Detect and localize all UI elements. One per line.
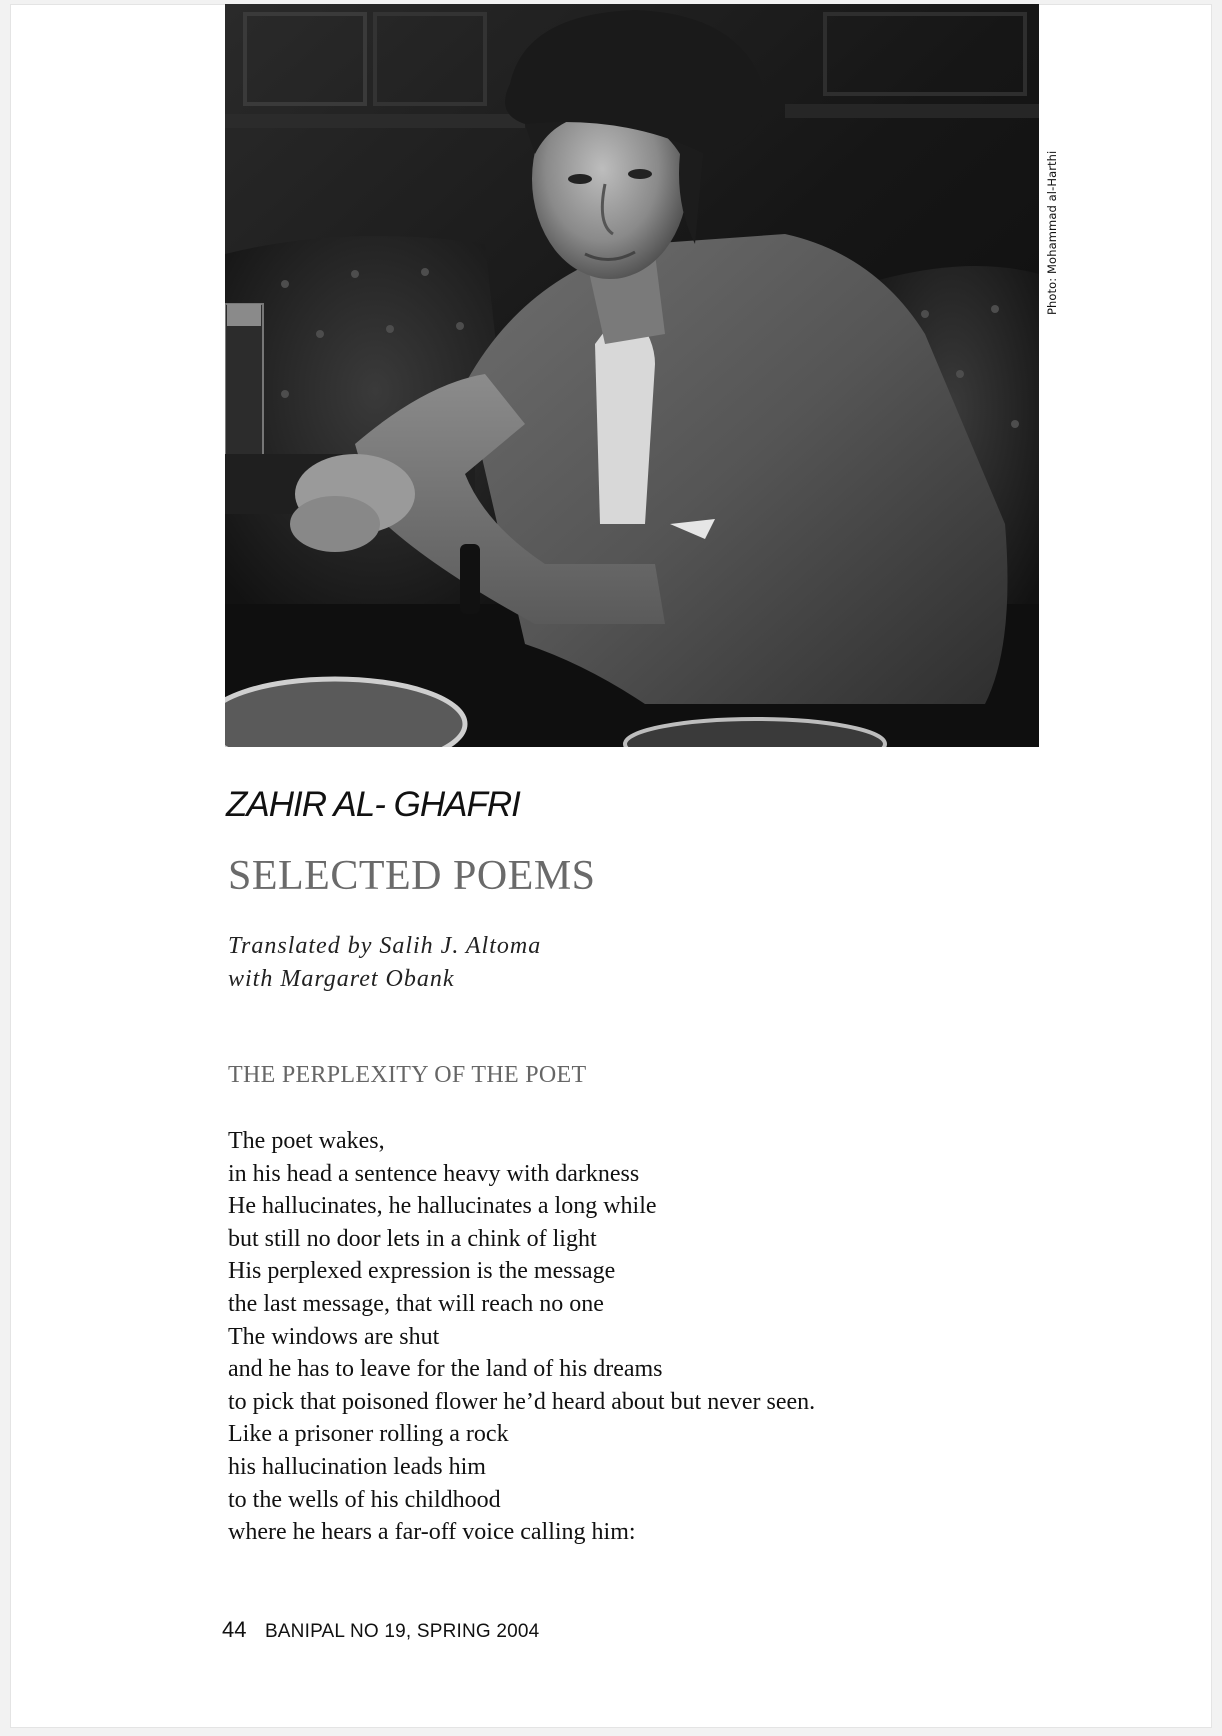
page-footer — [222, 1617, 539, 1643]
poem-line: the last message, that will reach no one — [228, 1290, 604, 1317]
poem-line: to pick that poisoned flower he’d heard about but never seen. — [228, 1388, 816, 1415]
section-title: SELECTED POEMS — [228, 853, 596, 899]
poem-line: to the wells of his childhood — [228, 1486, 501, 1513]
translator-credit — [228, 930, 541, 996]
poem-line: but still no door lets in a chink of light — [228, 1225, 597, 1252]
translator-line: with Margaret Obank — [228, 966, 455, 992]
poem-line: The windows are shut — [228, 1323, 440, 1350]
poem-title: THE PERPLEXITY OF THE POET — [228, 1062, 587, 1088]
poem-line: his hallucination leads him — [228, 1453, 486, 1480]
author-name: ZAHIR AL- GHAFRI — [226, 785, 520, 824]
poem-body — [228, 1125, 815, 1549]
author-photo — [225, 4, 1039, 747]
photo-credit-text: Photo: Mohammad al-Harthi — [1045, 150, 1059, 315]
poem-line: He hallucinates, he hallucinates a long while — [228, 1193, 657, 1220]
poem-line: Like a prisoner rolling a rock — [228, 1421, 509, 1448]
poem-line: and he has to leave for the land of his dreams — [228, 1356, 663, 1383]
poem-line: in his head a sentence heavy with darkness — [228, 1160, 640, 1187]
poem-line: The poet wakes, — [228, 1128, 385, 1154]
poem-line: where he hears a far-off voice calling him: — [228, 1519, 636, 1546]
translator-line: Translated by Salih J. Altoma — [228, 933, 542, 959]
page-number: 44 — [222, 1617, 247, 1642]
photo-credit — [1043, 140, 1061, 315]
journal-issue: BANIPAL NO 19, SPRING 2004 — [264, 1621, 540, 1642]
poem-line: His perplexed expression is the message — [228, 1258, 616, 1285]
